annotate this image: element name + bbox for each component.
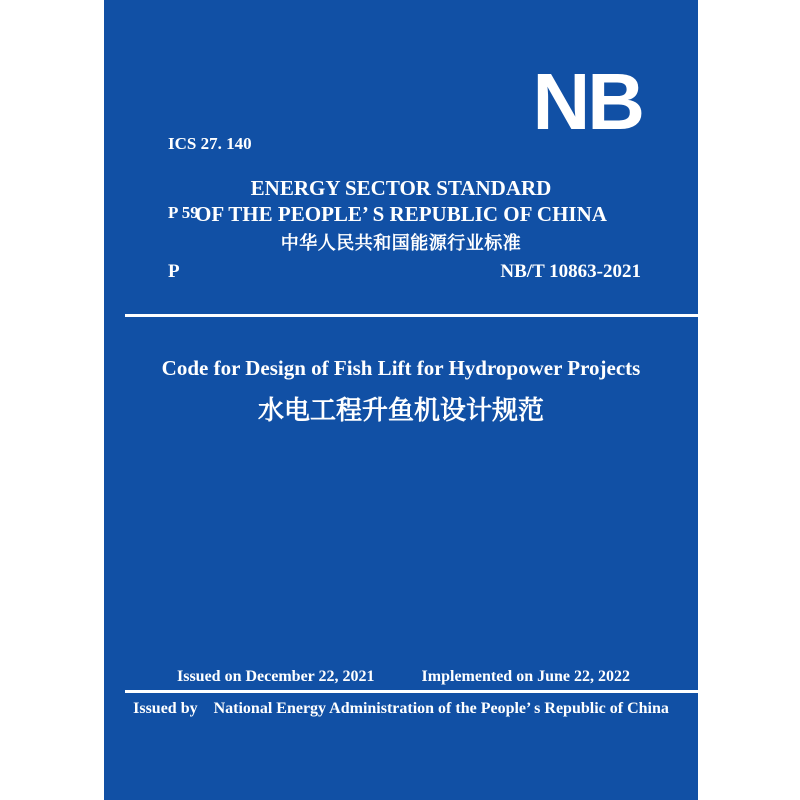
bottom-divider-rule bbox=[125, 690, 698, 693]
standard-heading-en-line2: OF THE PEOPLE’ S REPUBLIC OF CHINA bbox=[195, 202, 607, 226]
nb-logo: NB bbox=[532, 57, 642, 146]
standard-heading-en-line1: ENERGY SECTOR STANDARD bbox=[250, 176, 552, 200]
classification-code: P 59 bbox=[168, 203, 199, 222]
standard-cover-page bbox=[104, 0, 698, 800]
classification-number-row bbox=[168, 261, 641, 283]
doc-class-letter: P bbox=[168, 261, 180, 282]
document-title-en: Code for Design of Fish Lift for Hydropower Projects bbox=[161, 356, 641, 380]
standard-number: NB/T 10863-2021 bbox=[500, 261, 641, 282]
dates-row bbox=[177, 668, 630, 686]
issued-by-row bbox=[104, 700, 698, 718]
issued-by-label: Issued by bbox=[133, 700, 198, 717]
top-divider-rule bbox=[125, 314, 698, 317]
document-title-cn: 水电工程升鱼机设计规范 bbox=[257, 396, 544, 425]
issued-by-value: National Energy Administration of the People’ s Republic of China bbox=[213, 700, 669, 717]
standard-heading-cn: 中华人民共和国能源行业标准 bbox=[280, 233, 522, 253]
implemented-on-date: Implemented on June 22, 2022 bbox=[421, 668, 630, 685]
issued-on-date: Issued on December 22, 2021 bbox=[177, 668, 375, 685]
ics-code: ICS 27. 140 bbox=[168, 134, 252, 153]
